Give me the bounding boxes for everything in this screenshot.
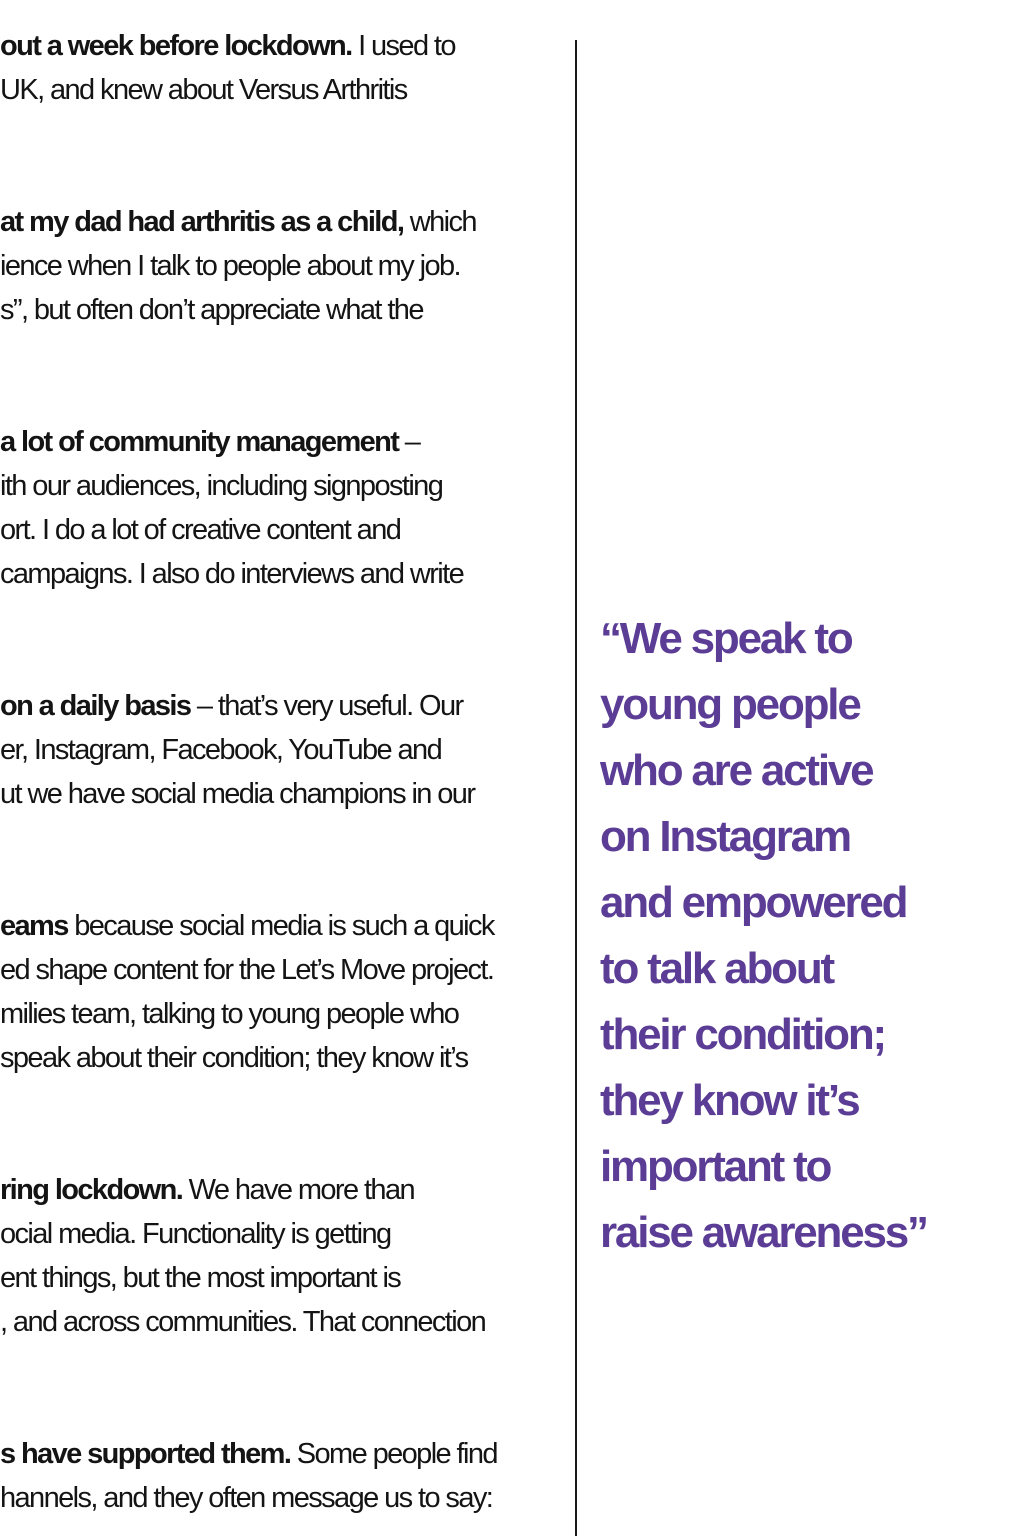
article-line	[0, 992, 570, 1036]
article-line	[0, 1300, 570, 1344]
pull-quote-line: who are active	[600, 746, 873, 795]
article-text: ience when I talk to people about my job.	[0, 250, 460, 282]
article-bold-text: ring lockdown.	[0, 1174, 183, 1206]
article-paragraph	[0, 1432, 570, 1520]
article-text: I used to	[351, 30, 455, 62]
article-text: because social media is such a quick	[67, 910, 494, 942]
article-text: –	[398, 426, 420, 458]
article-text: milies team, talking to young people who	[0, 998, 459, 1030]
article-bold-text: out a week before lockdown.	[0, 30, 352, 62]
pull-quote-line: raise awareness”	[600, 1208, 927, 1257]
article-text: er, Instagram, Facebook, YouTube and	[0, 734, 442, 766]
article-text: ith our audiences, including signposting	[0, 470, 443, 502]
article-line	[0, 684, 570, 728]
article-bold-text: on a daily basis	[0, 690, 191, 722]
article-line	[0, 1256, 570, 1300]
article-text: ut we have social media champions in our	[0, 778, 475, 810]
article-line	[0, 508, 570, 552]
pull-quote-line: to talk about	[600, 944, 833, 993]
pull-quote-line: young people	[600, 680, 860, 729]
article-bold-text: a lot of community management	[0, 426, 399, 458]
article-line	[0, 772, 570, 816]
article-paragraph	[0, 904, 570, 1080]
article-paragraph	[0, 420, 570, 596]
article-line	[0, 948, 570, 992]
article-text: Some people find	[290, 1438, 497, 1470]
article-text: ed shape content for the Let’s Move project.	[0, 954, 494, 986]
article-text: , and across communities. That connection	[0, 1306, 486, 1338]
article-line	[0, 552, 570, 596]
column-divider-rule	[575, 40, 577, 1536]
article-line	[0, 1168, 570, 1212]
article-text: hannels, and they often message us to say:	[0, 1482, 493, 1514]
pull-quote	[600, 606, 1020, 1266]
article-paragraph	[0, 24, 570, 112]
article-line	[0, 1476, 570, 1520]
article-paragraph	[0, 684, 570, 816]
pull-quote-line: they know it’s	[600, 1076, 859, 1125]
article-text: We have more than	[182, 1174, 415, 1206]
article-paragraph	[0, 200, 570, 332]
article-line	[0, 68, 570, 112]
article-line	[0, 420, 570, 464]
pull-quote-line: and empowered	[600, 878, 907, 927]
pull-quote-line: their condition;	[600, 1010, 885, 1059]
article-text: speak about their condition; they know it’s	[0, 1042, 468, 1074]
article-text: which	[403, 206, 476, 238]
article-paragraph	[0, 1168, 570, 1344]
article-line	[0, 464, 570, 508]
article-line	[0, 1212, 570, 1256]
article-line	[0, 1036, 570, 1080]
article-line	[0, 728, 570, 772]
article-text: campaigns. I also do interviews and write	[0, 558, 464, 590]
article-line	[0, 288, 570, 332]
article-bold-text: at my dad had arthritis as a child,	[0, 206, 404, 238]
article-line	[0, 1432, 570, 1476]
article-text: – that’s very useful. Our	[190, 690, 463, 722]
article-line	[0, 24, 570, 68]
article-bold-text: eams	[0, 910, 68, 942]
article-text: UK, and knew about Versus Arthritis	[0, 74, 407, 106]
article-text: ent things, but the most important is	[0, 1262, 401, 1294]
pull-quote-line: on Instagram	[600, 812, 850, 861]
article-text: ort. I do a lot of creative content and	[0, 514, 401, 546]
article-text-column	[0, 24, 570, 1536]
article-text: s”, but often don’t appreciate what the	[0, 294, 423, 326]
article-line	[0, 244, 570, 288]
article-line	[0, 904, 570, 948]
pull-quote-line: “We speak to	[600, 614, 852, 663]
article-text: ocial media. Functionality is getting	[0, 1218, 391, 1250]
article-line	[0, 200, 570, 244]
pull-quote-line: important to	[600, 1142, 831, 1191]
article-bold-text: s have supported them.	[0, 1438, 291, 1470]
